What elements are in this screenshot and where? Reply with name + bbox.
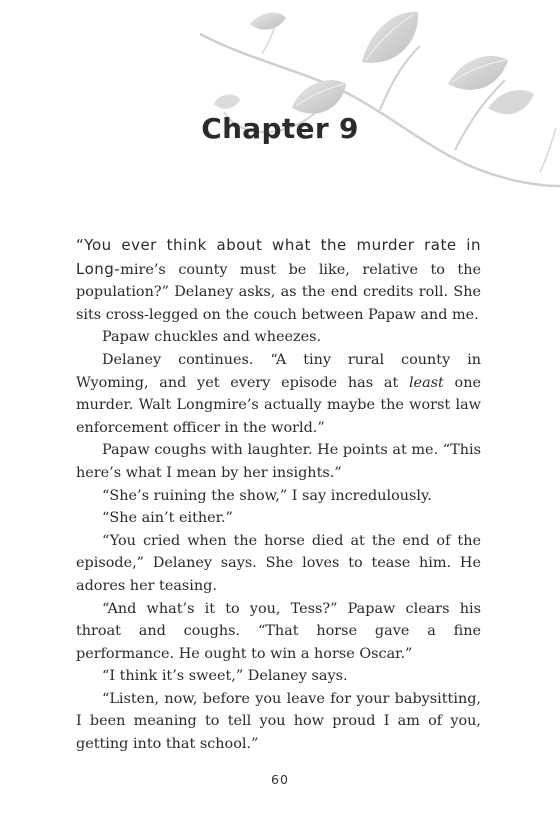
paragraph: “And what’s it to you, Tess?” Papaw clears his throat and coughs. “That horse gave a fine performance. He ought to win a horse Oscar.”: [76, 600, 481, 662]
paragraph: “You cried when the horse died at the end of the episode,” Delaney says. She loves to tease him. He adores her teasing.: [76, 532, 481, 594]
paragraph: Papaw chuckles and wheezes.: [102, 329, 322, 346]
paragraph: “She’s ruining the show,” I say incredulously.: [102, 487, 432, 504]
paragraph-text: Delaney continues. “A tiny rural county in Wyoming, and yet every episode has at: [76, 351, 481, 391]
emphasis-text: least: [408, 374, 444, 391]
paragraph: [76, 234, 481, 326]
paragraph: “She ain’t either.”: [102, 510, 233, 527]
chapter-title: Chapter 9: [201, 112, 359, 145]
paragraph-text: one murder. Walt Longmire’s actually maybe the worst law enforcement officer in the world.”: [76, 374, 481, 436]
paragraph: “I think it’s sweet,” Delaney says.: [102, 668, 348, 685]
vine-ornament-icon: [0, 0, 560, 210]
paragraph: Papaw coughs with laughter. He points at me. “This here’s what I mean by her insights.”: [76, 442, 481, 481]
page-number: 60: [271, 772, 289, 787]
paragraph-text: mire’s county must be like, relative to the population?” Delaney asks, as the end credits roll. She sits cross-legged on the couch between Papaw and me.: [76, 261, 481, 323]
paragraph: [76, 349, 481, 439]
paragraph: “Listen, now, before you leave for your babysitting, I been meaning to tell you how proud I am of you, getting into that school.”: [76, 690, 481, 753]
body-text: [76, 234, 481, 756]
opening-line: “You ever think about what the murder rate in Long-: [76, 236, 481, 278]
